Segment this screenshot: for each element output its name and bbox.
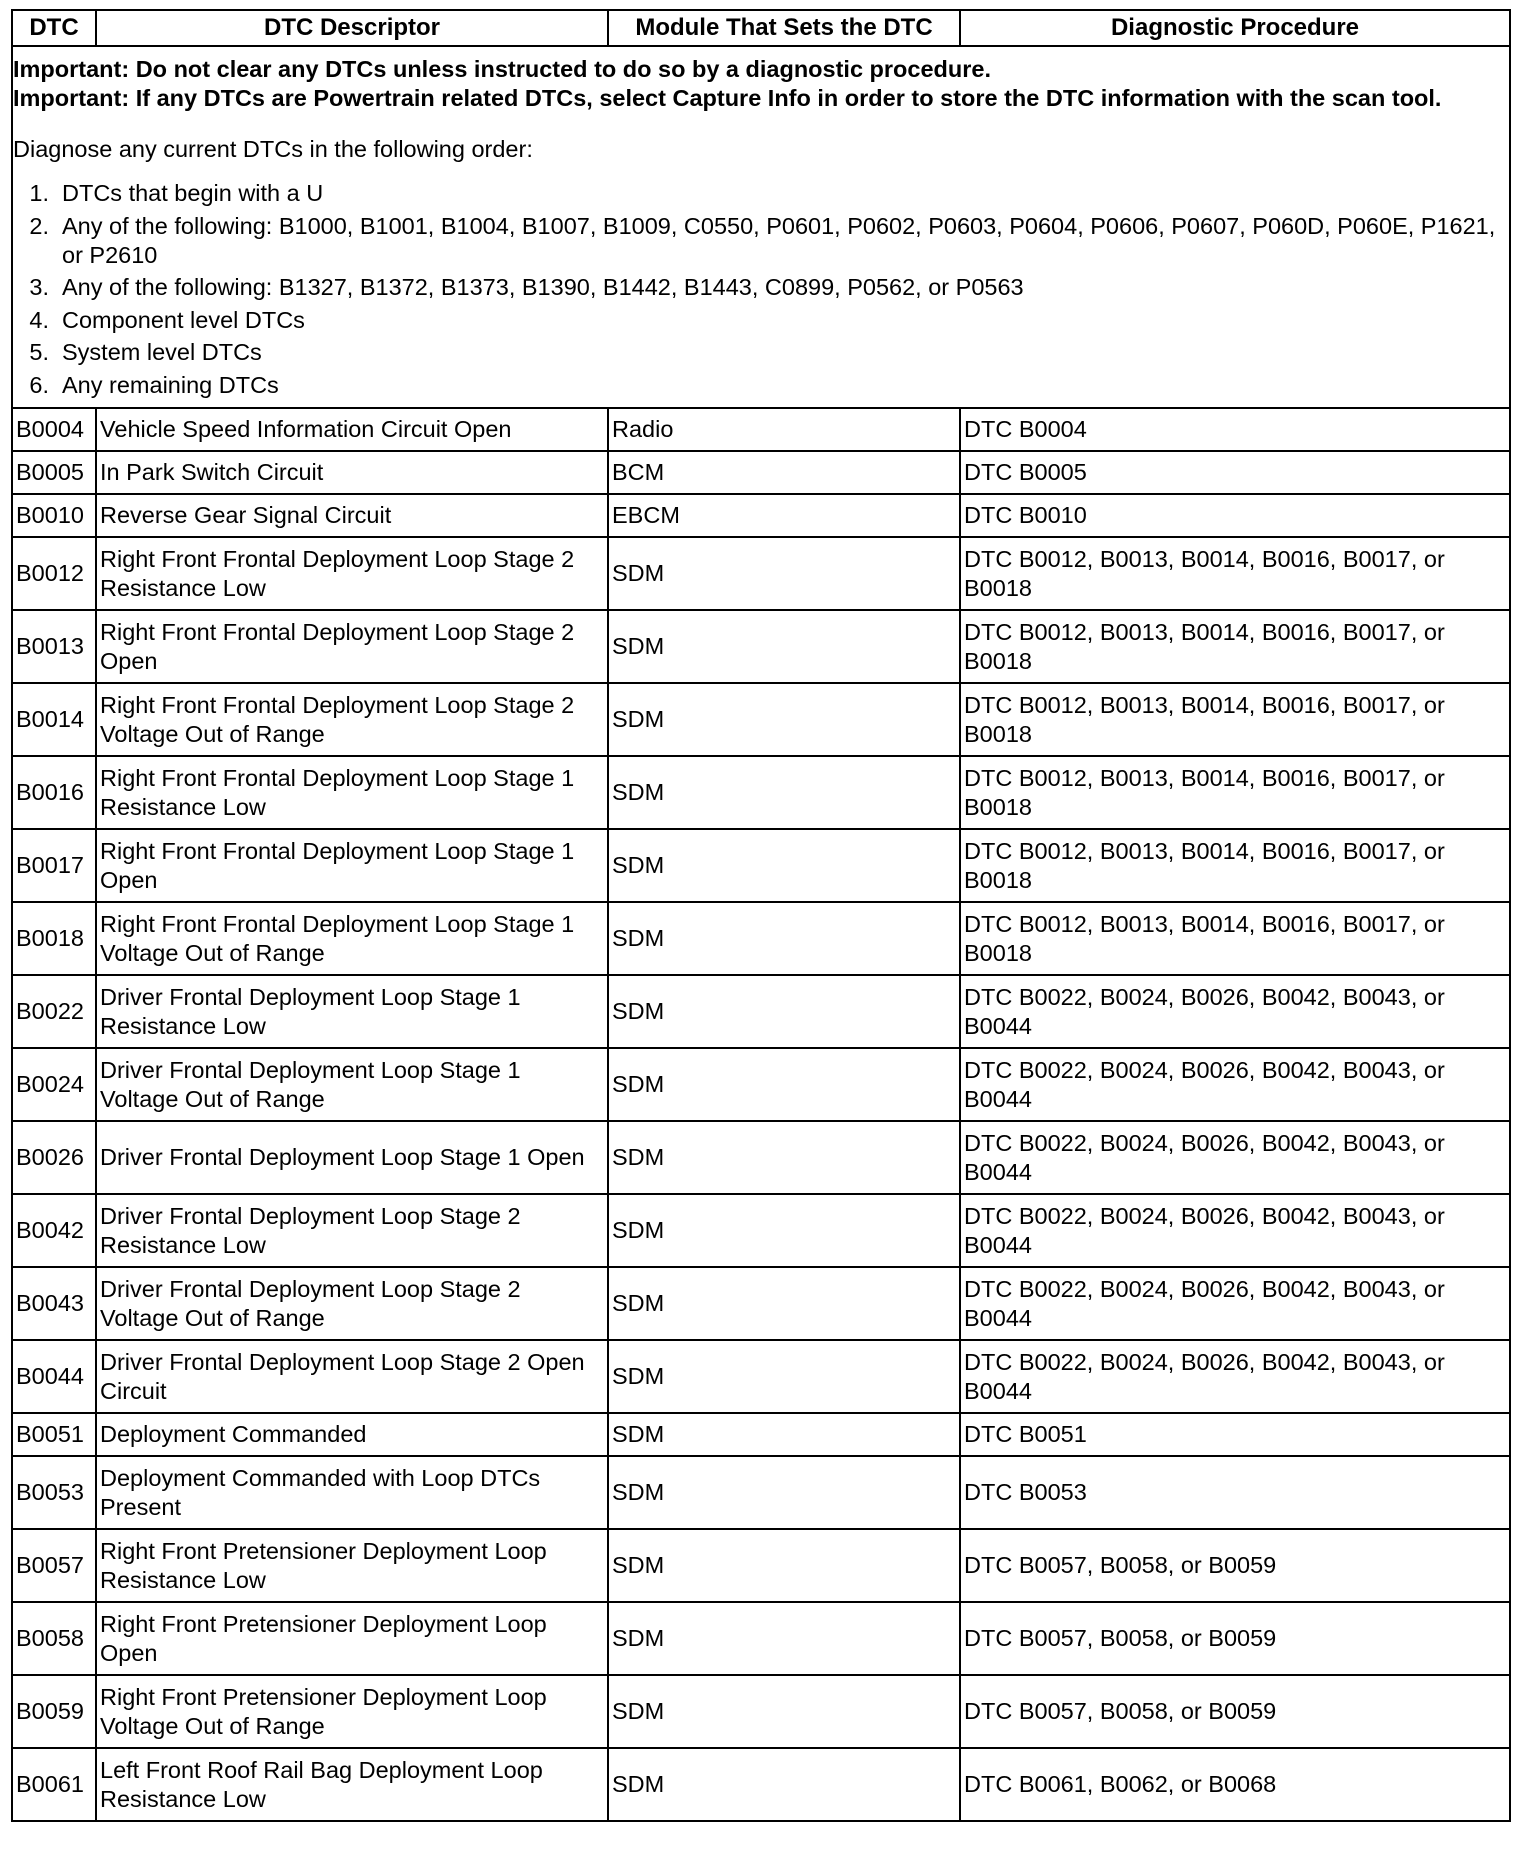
table-row xyxy=(12,1748,1510,1821)
dtc-cell: B0059 xyxy=(12,1675,96,1748)
module-cell: SDM xyxy=(608,1529,960,1602)
module-cell: Radio xyxy=(608,408,960,451)
table-row xyxy=(12,1267,1510,1340)
table-row xyxy=(12,1121,1510,1194)
order-item-number: 6. xyxy=(29,371,49,398)
header-dtc: DTC xyxy=(12,10,96,46)
order-item xyxy=(13,338,1506,367)
important-note-1: Important: Do not clear any DTCs unless instructed to do so by a diagnostic procedure. xyxy=(13,56,992,82)
table-row xyxy=(12,975,1510,1048)
dtc-table xyxy=(11,9,1511,1822)
descriptor-cell: Right Front Frontal Deployment Loop Stage 1 Voltage Out of Range xyxy=(96,902,608,975)
order-item-text: Any remaining DTCs xyxy=(62,371,279,398)
procedure-cell: DTC B0005 xyxy=(960,451,1510,494)
table-row xyxy=(12,1413,1510,1456)
important-note-2: Important: If any DTCs are Powertrain related DTCs, select Capture Info in order to store the DTC information with the scan tool. xyxy=(13,85,1442,111)
table-row xyxy=(12,902,1510,975)
dtc-cell: B0061 xyxy=(12,1748,96,1821)
procedure-cell: DTC B0012, B0013, B0014, B0016, B0017, or B0018 xyxy=(960,683,1510,756)
dtc-cell: B0004 xyxy=(12,408,96,451)
procedure-cell: DTC B0022, B0024, B0026, B0042, B0043, or B0044 xyxy=(960,1267,1510,1340)
order-item-number: 3. xyxy=(29,274,49,300)
table-row xyxy=(12,494,1510,537)
header-procedure: Diagnostic Procedure xyxy=(960,10,1510,46)
module-cell: SDM xyxy=(608,1413,960,1456)
dtc-cell: B0026 xyxy=(12,1121,96,1194)
table-row xyxy=(12,537,1510,610)
descriptor-cell: Driver Frontal Deployment Loop Stage 2 Voltage Out of Range xyxy=(96,1267,608,1340)
descriptor-cell: Right Front Frontal Deployment Loop Stage 2 Voltage Out of Range xyxy=(96,683,608,756)
module-cell: SDM xyxy=(608,975,960,1048)
module-cell: SDM xyxy=(608,1456,960,1529)
module-cell: BCM xyxy=(608,451,960,494)
procedure-cell: DTC B0012, B0013, B0014, B0016, B0017, or B0018 xyxy=(960,610,1510,683)
header-module: Module That Sets the DTC xyxy=(608,10,960,46)
procedure-cell: DTC B0010 xyxy=(960,494,1510,537)
module-cell: SDM xyxy=(608,829,960,902)
module-cell: SDM xyxy=(608,1748,960,1821)
order-item xyxy=(13,306,1506,335)
order-item-number: 1. xyxy=(29,180,49,206)
procedure-cell: DTC B0022, B0024, B0026, B0042, B0043, or B0044 xyxy=(960,1194,1510,1267)
table-row xyxy=(12,756,1510,829)
procedure-cell: DTC B0051 xyxy=(960,1413,1510,1456)
table-row xyxy=(12,1048,1510,1121)
descriptor-cell: Driver Frontal Deployment Loop Stage 1 Open xyxy=(96,1121,608,1194)
order-item-number: 2. xyxy=(29,212,49,239)
dtc-cell: B0017 xyxy=(12,829,96,902)
notes-row xyxy=(12,46,1510,408)
descriptor-cell: Right Front Pretensioner Deployment Loop Resistance Low xyxy=(96,1529,608,1602)
dtc-cell: B0053 xyxy=(12,1456,96,1529)
descriptor-cell: Driver Frontal Deployment Loop Stage 2 Resistance Low xyxy=(96,1194,608,1267)
procedure-cell: DTC B0004 xyxy=(960,408,1510,451)
descriptor-cell: Left Front Roof Rail Bag Deployment Loop Resistance Low xyxy=(96,1748,608,1821)
descriptor-cell: Right Front Frontal Deployment Loop Stage 1 Open xyxy=(96,829,608,902)
table-row xyxy=(12,1456,1510,1529)
module-cell: SDM xyxy=(608,1602,960,1675)
table-row xyxy=(12,408,1510,451)
module-cell: SDM xyxy=(608,902,960,975)
table-row xyxy=(12,451,1510,494)
order-item xyxy=(13,212,1506,270)
diagnose-order-intro: Diagnose any current DTCs in the following order: xyxy=(13,136,533,162)
order-item-text: System level DTCs xyxy=(62,339,262,365)
procedure-cell: DTC B0022, B0024, B0026, B0042, B0043, or B0044 xyxy=(960,1121,1510,1194)
descriptor-cell: Deployment Commanded with Loop DTCs Present xyxy=(96,1456,608,1529)
descriptor-cell: Right Front Frontal Deployment Loop Stage 2 Resistance Low xyxy=(96,537,608,610)
descriptor-cell: Driver Frontal Deployment Loop Stage 1 Resistance Low xyxy=(96,975,608,1048)
dtc-cell: B0010 xyxy=(12,494,96,537)
descriptor-cell: Reverse Gear Signal Circuit xyxy=(96,494,608,537)
dtc-cell: B0016 xyxy=(12,756,96,829)
order-item-text: DTCs that begin with a U xyxy=(62,180,324,206)
descriptor-cell: Driver Frontal Deployment Loop Stage 2 Open Circuit xyxy=(96,1340,608,1413)
dtc-cell: B0014 xyxy=(12,683,96,756)
dtc-cell: B0022 xyxy=(12,975,96,1048)
module-cell: SDM xyxy=(608,610,960,683)
descriptor-cell: Right Front Frontal Deployment Loop Stage 2 Open xyxy=(96,610,608,683)
order-item-number: 4. xyxy=(29,306,49,333)
descriptor-cell: Deployment Commanded xyxy=(96,1413,608,1456)
dtc-cell: B0005 xyxy=(12,451,96,494)
procedure-cell: DTC B0057, B0058, or B0059 xyxy=(960,1529,1510,1602)
table-row xyxy=(12,1340,1510,1413)
order-item-text: Any of the following: B1000, B1001, B1004, B1007, B1009, C0550, P0601, P0602, P0603, P0604, P0606, P0607, P060D, P060E, P1621, or P2610 xyxy=(62,212,1496,268)
dtc-cell: B0058 xyxy=(12,1602,96,1675)
module-cell: SDM xyxy=(608,1267,960,1340)
module-cell: SDM xyxy=(608,1048,960,1121)
order-item-number: 5. xyxy=(29,339,49,365)
procedure-cell: DTC B0022, B0024, B0026, B0042, B0043, or B0044 xyxy=(960,1048,1510,1121)
descriptor-cell: Right Front Frontal Deployment Loop Stage 1 Resistance Low xyxy=(96,756,608,829)
table-row xyxy=(12,1194,1510,1267)
header-row xyxy=(12,10,1510,46)
dtc-cell: B0051 xyxy=(12,1413,96,1456)
module-cell: SDM xyxy=(608,537,960,610)
order-item xyxy=(13,179,1506,208)
dtc-cell: B0042 xyxy=(12,1194,96,1267)
table-row xyxy=(12,1602,1510,1675)
table-row xyxy=(12,610,1510,683)
notes-cell xyxy=(12,46,1510,408)
order-item-text: Component level DTCs xyxy=(62,306,305,333)
procedure-cell: DTC B0061, B0062, or B0068 xyxy=(960,1748,1510,1821)
descriptor-cell: Vehicle Speed Information Circuit Open xyxy=(96,408,608,451)
dtc-cell: B0013 xyxy=(12,610,96,683)
descriptor-cell: In Park Switch Circuit xyxy=(96,451,608,494)
descriptor-cell: Right Front Pretensioner Deployment Loop Open xyxy=(96,1602,608,1675)
order-item xyxy=(13,371,1506,400)
procedure-cell: DTC B0022, B0024, B0026, B0042, B0043, or B0044 xyxy=(960,975,1510,1048)
procedure-cell: DTC B0012, B0013, B0014, B0016, B0017, or B0018 xyxy=(960,756,1510,829)
descriptor-cell: Right Front Pretensioner Deployment Loop Voltage Out of Range xyxy=(96,1675,608,1748)
procedure-cell: DTC B0012, B0013, B0014, B0016, B0017, or B0018 xyxy=(960,902,1510,975)
dtc-cell: B0024 xyxy=(12,1048,96,1121)
table-row xyxy=(12,1675,1510,1748)
table-row xyxy=(12,683,1510,756)
procedure-cell: DTC B0053 xyxy=(960,1456,1510,1529)
header-descriptor: DTC Descriptor xyxy=(96,10,608,46)
module-cell: EBCM xyxy=(608,494,960,537)
diagnose-order-list xyxy=(13,179,1506,400)
procedure-cell: DTC B0057, B0058, or B0059 xyxy=(960,1675,1510,1748)
module-cell: SDM xyxy=(608,683,960,756)
table-row xyxy=(12,829,1510,902)
procedure-cell: DTC B0057, B0058, or B0059 xyxy=(960,1602,1510,1675)
procedure-cell: DTC B0022, B0024, B0026, B0042, B0043, or B0044 xyxy=(960,1340,1510,1413)
dtc-cell: B0044 xyxy=(12,1340,96,1413)
order-item xyxy=(13,273,1506,302)
dtc-cell: B0018 xyxy=(12,902,96,975)
module-cell: SDM xyxy=(608,1675,960,1748)
order-item-text: Any of the following: B1327, B1372, B1373, B1390, B1442, B1443, C0899, P0562, or P0563 xyxy=(62,274,1024,300)
table-row xyxy=(12,1529,1510,1602)
module-cell: SDM xyxy=(608,756,960,829)
module-cell: SDM xyxy=(608,1340,960,1413)
module-cell: SDM xyxy=(608,1194,960,1267)
dtc-cell: B0057 xyxy=(12,1529,96,1602)
procedure-cell: DTC B0012, B0013, B0014, B0016, B0017, or B0018 xyxy=(960,537,1510,610)
module-cell: SDM xyxy=(608,1121,960,1194)
procedure-cell: DTC B0012, B0013, B0014, B0016, B0017, or B0018 xyxy=(960,829,1510,902)
dtc-cell: B0043 xyxy=(12,1267,96,1340)
dtc-cell: B0012 xyxy=(12,537,96,610)
descriptor-cell: Driver Frontal Deployment Loop Stage 1 Voltage Out of Range xyxy=(96,1048,608,1121)
